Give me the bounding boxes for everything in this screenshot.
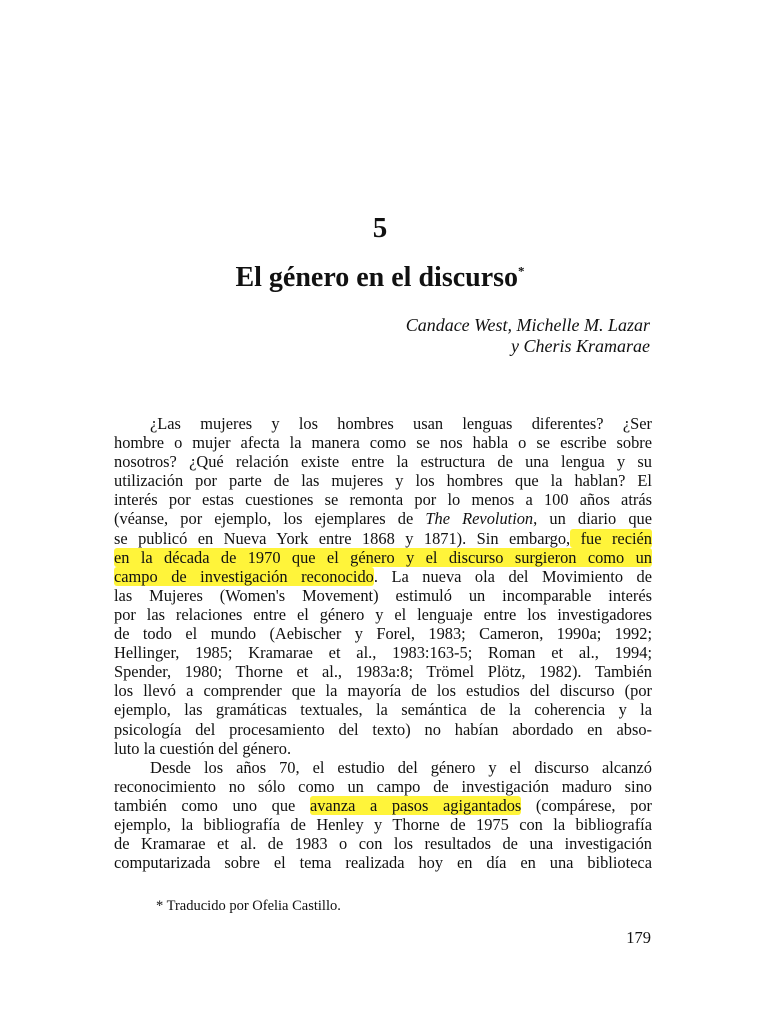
highlighted-text: avanza a pasos agigantados xyxy=(309,795,522,815)
text-line: computarizada sobre el tema realizada hoy en día en una biblioteca xyxy=(114,853,652,873)
text-line: de Kramarae et al. de 1983 o con los resultados de una investigación xyxy=(114,834,652,854)
text-line: ejemplo, las gramáticas textuales, la semántica de la coherencia y la xyxy=(114,700,652,720)
text-line xyxy=(114,529,652,548)
text-line: Hellinger, 1985; Kramarae et al., 1983:163-5; Roman et al., 1994; xyxy=(114,643,652,663)
italic-title: The Revolution xyxy=(425,509,534,529)
text-line: hombre o mujer afecta la manera como se nos habla o se escribe sobre xyxy=(114,433,652,453)
authors-line-2: y Cheris Kramarae xyxy=(511,336,650,356)
text-line xyxy=(114,548,652,567)
authors xyxy=(406,315,650,357)
text-line: interés por estas cuestiones se remonta por lo menos a 100 años atrás xyxy=(114,490,652,510)
text-line: reconocimiento no sólo como un campo de investigación maduro sino xyxy=(114,776,652,796)
text-line: psicología del procesamiento del texto) no habían abordado en abso- xyxy=(114,719,652,739)
authors-line-1: Candace West, Michelle M. Lazar xyxy=(405,315,650,335)
highlighted-text: en la década de 1970 que el género y el discurso surgieron como un xyxy=(114,547,652,567)
text-segment: (véanse, por ejemplo, los ejemplares de xyxy=(114,509,426,529)
text-segment: , un diario que xyxy=(533,509,652,529)
footnote: * Traducido por Ofelia Castillo. xyxy=(156,898,341,914)
text-segment: (compárese, por xyxy=(521,795,652,815)
text-segment: también como uno que xyxy=(114,795,310,815)
footnote-mark: * xyxy=(518,263,525,279)
text-line: nosotros? ¿Qué relación existe entre la estructura de una lengua y su xyxy=(114,452,652,472)
text-line: por las relaciones entre el género y el lenguaje entre los investigadores xyxy=(114,604,652,624)
text-line xyxy=(114,509,652,528)
chapter-title xyxy=(0,262,760,294)
highlighted-text: campo de investigación reconocido xyxy=(114,566,374,586)
text-segment: . La nueva ola del Movimiento de xyxy=(373,566,652,586)
text-line xyxy=(114,796,652,815)
chapter-title-text: El género en el discurso xyxy=(235,262,519,293)
text-line: Desde los años 70, el estudio del género y el discurso alcanzó xyxy=(150,757,652,777)
text-line: ejemplo, la bibliografía de Henley y Thorne de 1975 con la bibliografía xyxy=(114,814,652,834)
text-line: las Mujeres (Women's Movement) estimuló un incomparable interés xyxy=(114,585,652,605)
body-text xyxy=(114,414,652,872)
text-line: los llevó a comprender que la mayoría de los estudios del discurso (por xyxy=(114,681,652,701)
highlighted-text: fue recién xyxy=(570,528,652,548)
text-segment: se publicó en Nueva York entre 1868 y 1871). Sin embargo, xyxy=(114,528,571,548)
text-line: luto la cuestión del género. xyxy=(114,738,292,758)
text-line: ¿Las mujeres y los hombres usan lenguas diferentes? ¿Ser xyxy=(150,414,652,433)
text-line: de todo el mundo (Aebischer y Forel, 1983; Cameron, 1990a; 1992; xyxy=(114,624,652,644)
chapter-number: 5 xyxy=(372,212,388,244)
text-line: utilización por parte de las mujeres y los hombres que la hablan? El xyxy=(114,471,652,491)
page-number: 179 xyxy=(626,928,651,947)
text-line: Spender, 1980; Thorne et al., 1983a:8; Trömel Plötz, 1982). También xyxy=(114,662,652,682)
text-line xyxy=(114,567,652,586)
